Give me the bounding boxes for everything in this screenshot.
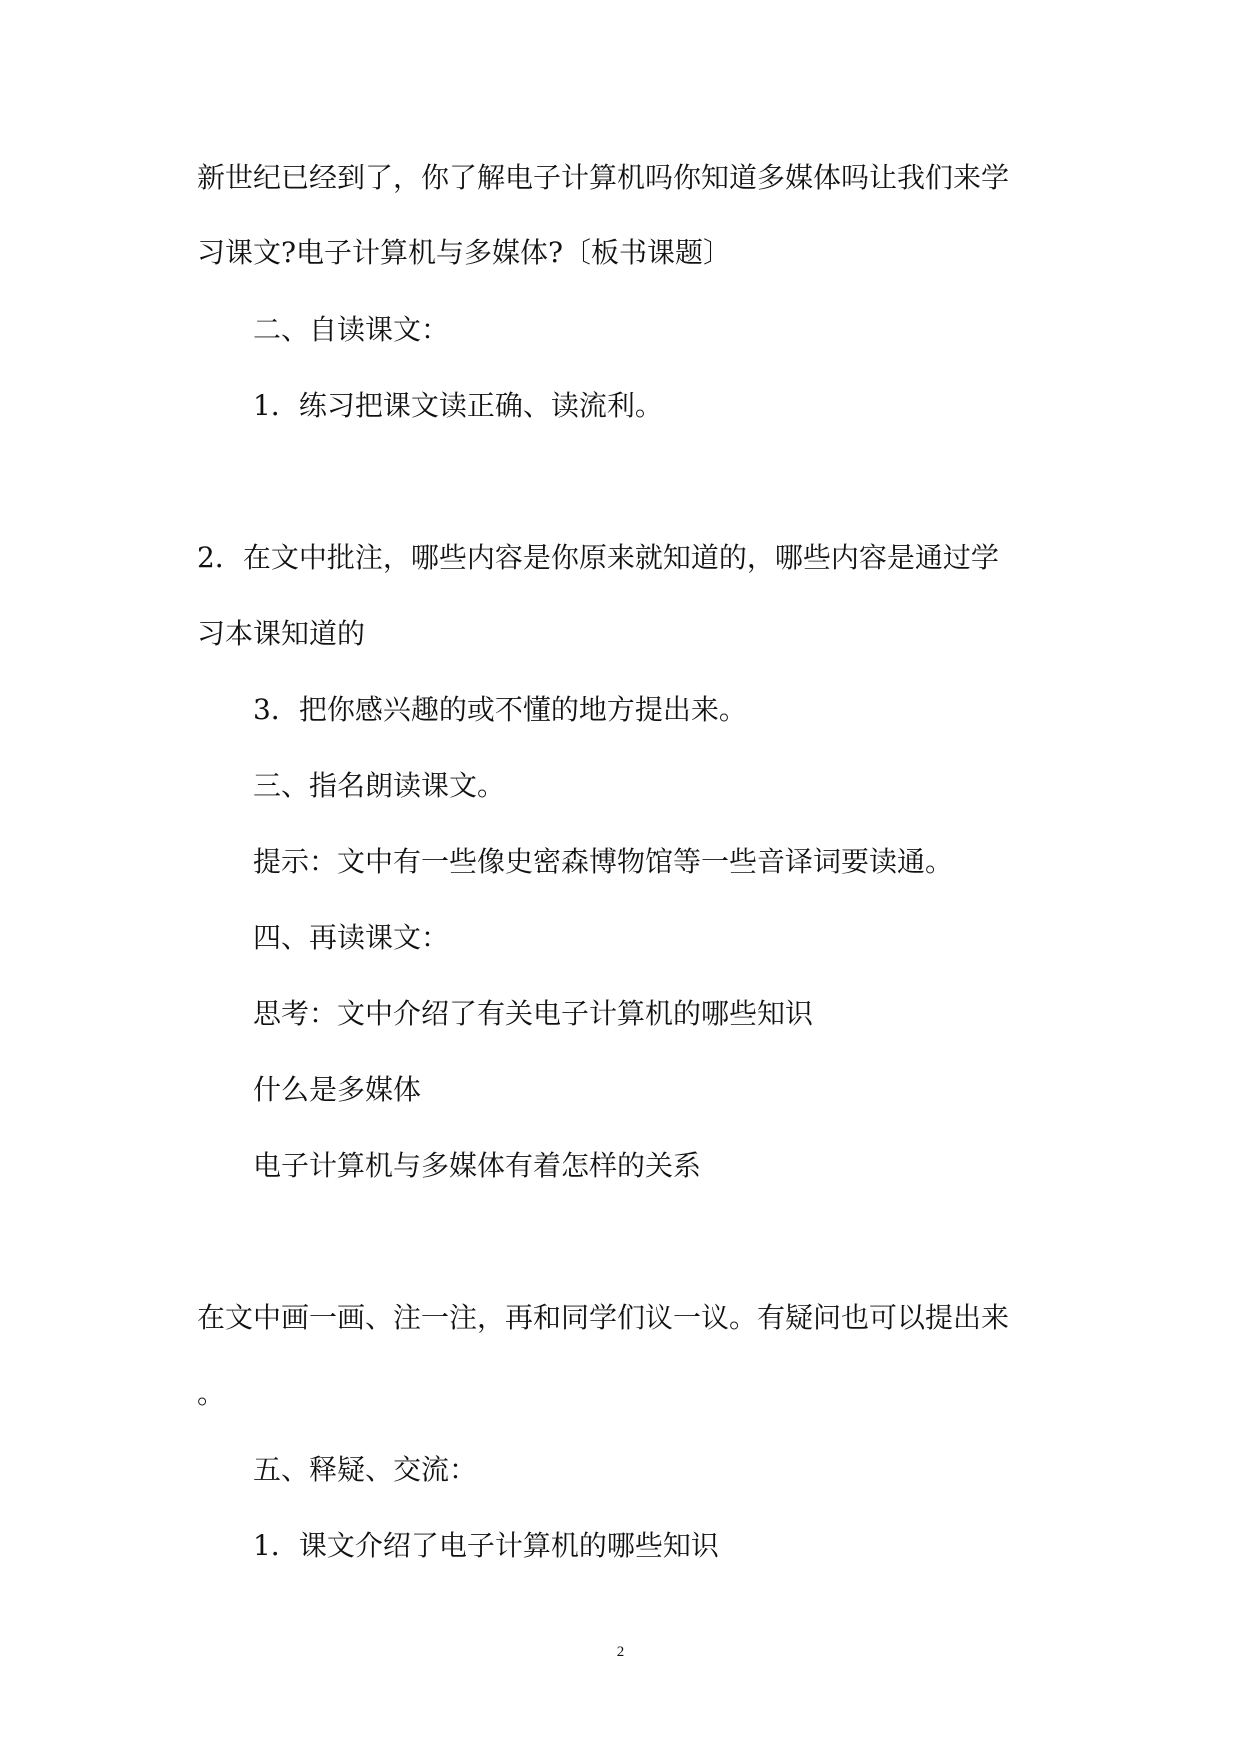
paragraph-line: 习本课知道的 xyxy=(197,617,366,650)
paragraph-line: 新世纪已经到了，你了解电子计算机吗你知道多媒体吗让我们来学 xyxy=(197,161,1010,194)
section-heading: 二、自读课文： xyxy=(253,313,450,346)
paragraph-line: 电子计算机与多媒体有着怎样的关系 xyxy=(253,1149,702,1182)
section-heading: 五、释疑、交流： xyxy=(253,1453,478,1486)
section-heading: 三、指名朗读课文。 xyxy=(253,769,506,802)
paragraph-line: 习课文?电子计算机与多媒体?〔板书课题〕 xyxy=(197,236,732,269)
list-item: 2．在文中批注，哪些内容是你原来就知道的，哪些内容是通过学 xyxy=(197,541,999,574)
paragraph-line: 提示：文中有一些像史密森博物馆等一些音译词要读通。 xyxy=(253,845,954,878)
paragraph-line: 思考：文中介绍了有关电子计算机的哪些知识 xyxy=(253,997,814,1030)
list-item: 3．把你感兴趣的或不懂的地方提出来。 xyxy=(253,693,747,726)
page-number: 2 xyxy=(616,1644,625,1660)
list-item: 1．练习把课文读正确、读流利。 xyxy=(253,389,663,422)
section-heading: 四、再读课文： xyxy=(253,921,450,954)
paragraph-line: 什么是多媒体 xyxy=(253,1073,422,1106)
paragraph-line: 。 xyxy=(197,1377,226,1410)
list-item: 1．课文介绍了电子计算机的哪些知识 xyxy=(253,1529,719,1562)
paragraph-line: 在文中画一画、注一注，再和同学们议一议。有疑问也可以提出来 xyxy=(197,1301,1010,1334)
